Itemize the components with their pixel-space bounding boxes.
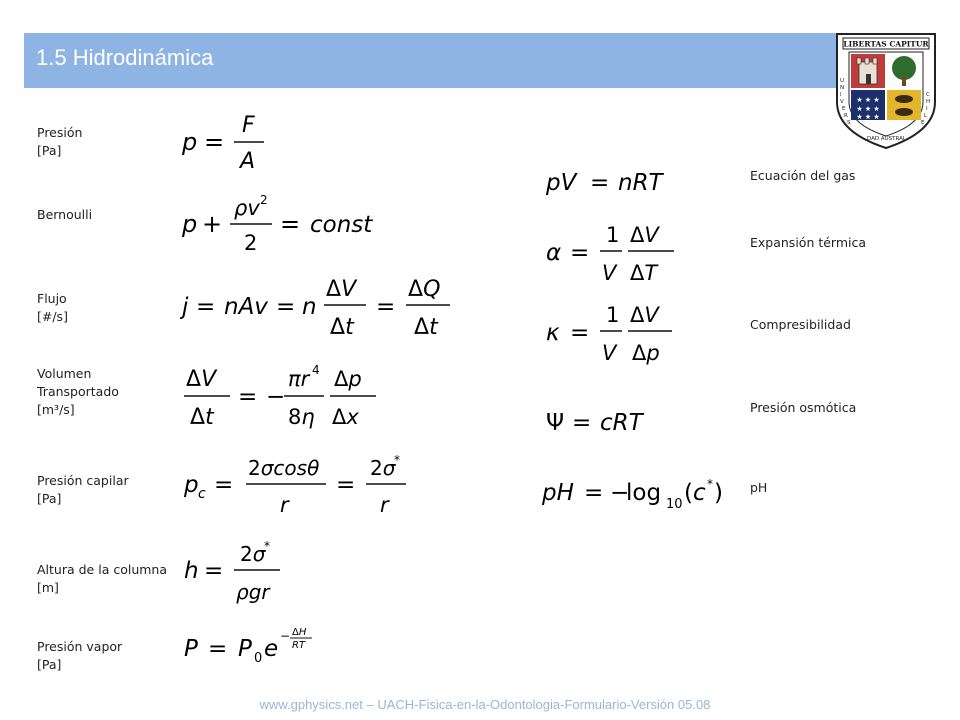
svg-text:p: p xyxy=(184,472,199,498)
svg-text:cRT: cRT xyxy=(600,410,643,436)
svg-text:e: e xyxy=(264,636,279,662)
svg-text:h: h xyxy=(184,558,199,584)
equation-presion-vapor xyxy=(180,620,350,670)
svg-text:log: log xyxy=(626,480,662,506)
page-title: 1.5 Hidrodinámica xyxy=(36,45,214,70)
svg-text:0: 0 xyxy=(254,651,263,666)
svg-text:1: 1 xyxy=(606,303,620,327)
svg-text:2σcosθ: 2σcosθ xyxy=(248,456,320,480)
svg-text:): ) xyxy=(714,480,723,506)
svg-text:p: p xyxy=(182,128,198,156)
svg-text:V: V xyxy=(602,261,617,285)
label-expansion-termica: Expansión térmica xyxy=(750,235,867,250)
svg-text:=: = xyxy=(570,320,590,346)
svg-text:nAv: nAv xyxy=(224,294,268,320)
svg-text:*: * xyxy=(394,453,400,467)
label-volumen-transportado: Volumen Transportado [m³/s] xyxy=(37,366,119,417)
svg-text:p: p xyxy=(182,210,198,238)
svg-text:P: P xyxy=(238,636,252,662)
svg-text:Δp: Δp xyxy=(334,367,362,391)
svg-text:=: = xyxy=(238,384,258,410)
svg-text:ρv: ρv xyxy=(234,196,260,220)
label-bernoulli: Bernoulli xyxy=(37,207,93,222)
svg-text:*: * xyxy=(707,477,713,491)
equation-expansion-termica xyxy=(544,218,684,286)
svg-text:+: + xyxy=(202,210,223,238)
equation-presion-capilar xyxy=(180,450,420,522)
svg-text:8η: 8η xyxy=(288,405,315,429)
svg-text:nRT: nRT xyxy=(618,170,663,196)
svg-text:10: 10 xyxy=(666,497,683,512)
svg-text:V: V xyxy=(602,341,617,365)
svg-text:c: c xyxy=(198,486,206,502)
svg-text:πr: πr xyxy=(288,367,310,391)
svg-text:ΔV: ΔV xyxy=(630,303,659,327)
svg-text:ΔV: ΔV xyxy=(630,223,659,247)
footer xyxy=(0,697,960,712)
label-presion-capilar: Presión capilar [Pa] xyxy=(37,473,129,506)
svg-text:=: = xyxy=(204,558,224,584)
equation-presion-osmotica xyxy=(544,402,664,442)
equation-gas xyxy=(544,160,684,200)
svg-text:2: 2 xyxy=(244,231,258,255)
svg-text:=: = xyxy=(584,480,604,506)
svg-text:=: = xyxy=(276,294,296,320)
svg-text:F: F xyxy=(242,113,255,138)
svg-text:=: = xyxy=(208,636,228,662)
svg-text:ΔT: ΔT xyxy=(630,261,658,285)
university-crest-logo xyxy=(833,32,939,150)
svg-text:2σ: 2σ xyxy=(370,456,396,480)
svg-text:n: n xyxy=(302,294,317,320)
equation-volumen-transportado xyxy=(180,358,390,438)
svg-text:=: = xyxy=(570,240,590,266)
footer-text: www.gphysics.net – UACH-Fisica-en-la-Odontologia-Formulario-Versión 05.08 xyxy=(259,697,711,712)
label-presion-osmotica: Presión osmótica xyxy=(750,400,857,415)
svg-text:r: r xyxy=(380,493,389,517)
svg-text:r: r xyxy=(280,493,289,517)
equation-flujo xyxy=(180,272,480,344)
svg-text:=: = xyxy=(280,210,301,238)
svg-text:pH: pH xyxy=(542,480,574,506)
svg-text:2: 2 xyxy=(260,193,268,207)
svg-text:Δt: Δt xyxy=(414,315,438,340)
svg-text:★ ★ ★: ★ ★ ★ xyxy=(856,105,880,113)
label-altura-columna: Altura de la columna [m] xyxy=(37,562,167,595)
equation-altura-columna xyxy=(180,536,290,608)
svg-text:A: A xyxy=(240,149,256,174)
svg-text:ρgr: ρgr xyxy=(236,580,270,604)
svg-text:4: 4 xyxy=(312,363,320,377)
equation-presion xyxy=(180,108,280,176)
label-ecuacion-gas: Ecuación del gas xyxy=(750,168,856,183)
svg-text:=: = xyxy=(572,410,592,436)
svg-text:−: − xyxy=(280,629,291,643)
svg-text:ΔQ: ΔQ xyxy=(408,277,441,302)
label-presion: Presión [Pa] xyxy=(37,125,83,158)
equation-bernoulli xyxy=(180,192,400,260)
svg-text:−: − xyxy=(610,480,630,506)
svg-text:Δp: Δp xyxy=(632,341,660,365)
equation-compresibilidad xyxy=(544,298,684,366)
svg-text:ΔV: ΔV xyxy=(326,277,357,302)
svg-text:=: = xyxy=(376,294,396,320)
svg-text:P: P xyxy=(184,636,198,662)
svg-text:ΔH: ΔH xyxy=(292,627,307,638)
svg-text:Ψ: Ψ xyxy=(546,410,565,436)
svg-text:RT: RT xyxy=(292,640,306,651)
svg-text:Δt: Δt xyxy=(330,315,354,340)
svg-text:★ ★ ★: ★ ★ ★ xyxy=(856,113,880,121)
svg-text:★ ★ ★: ★ ★ ★ xyxy=(856,96,880,104)
svg-text:Δt: Δt xyxy=(190,405,214,430)
label-flujo: Flujo [#/s] xyxy=(37,291,68,324)
svg-text:UNIV ERS DAD AUSTRAL: U N I V E RS DAD AUSTRAL C H I L E xyxy=(840,78,931,142)
svg-text:=: = xyxy=(590,170,610,196)
label-presion-vapor: Presión vapor [Pa] xyxy=(37,639,123,672)
svg-text:*: * xyxy=(264,539,270,553)
label-compresibilidad: Compresibilidad xyxy=(750,317,851,332)
svg-text:1: 1 xyxy=(606,223,620,247)
svg-text:=: = xyxy=(204,128,225,156)
svg-text:const: const xyxy=(310,212,373,238)
svg-text:=: = xyxy=(336,472,356,498)
svg-text:=: = xyxy=(196,294,216,320)
svg-text:LIBERTAS CAPITUR: LIBERTAS CAPITUR xyxy=(843,39,929,49)
svg-text:ΔV: ΔV xyxy=(186,367,217,392)
svg-text:=: = xyxy=(214,472,234,498)
svg-text:j: j xyxy=(182,294,189,320)
svg-text:2σ: 2σ xyxy=(240,542,266,566)
equation-ph xyxy=(540,470,730,518)
svg-text:−: − xyxy=(266,384,286,410)
svg-text:κ: κ xyxy=(546,320,560,346)
svg-text:α: α xyxy=(546,240,562,266)
svg-text:pV: pV xyxy=(546,170,577,196)
label-ph: pH xyxy=(750,480,768,495)
svg-text:(c: (c xyxy=(684,480,706,506)
svg-text:Δx: Δx xyxy=(332,405,359,429)
